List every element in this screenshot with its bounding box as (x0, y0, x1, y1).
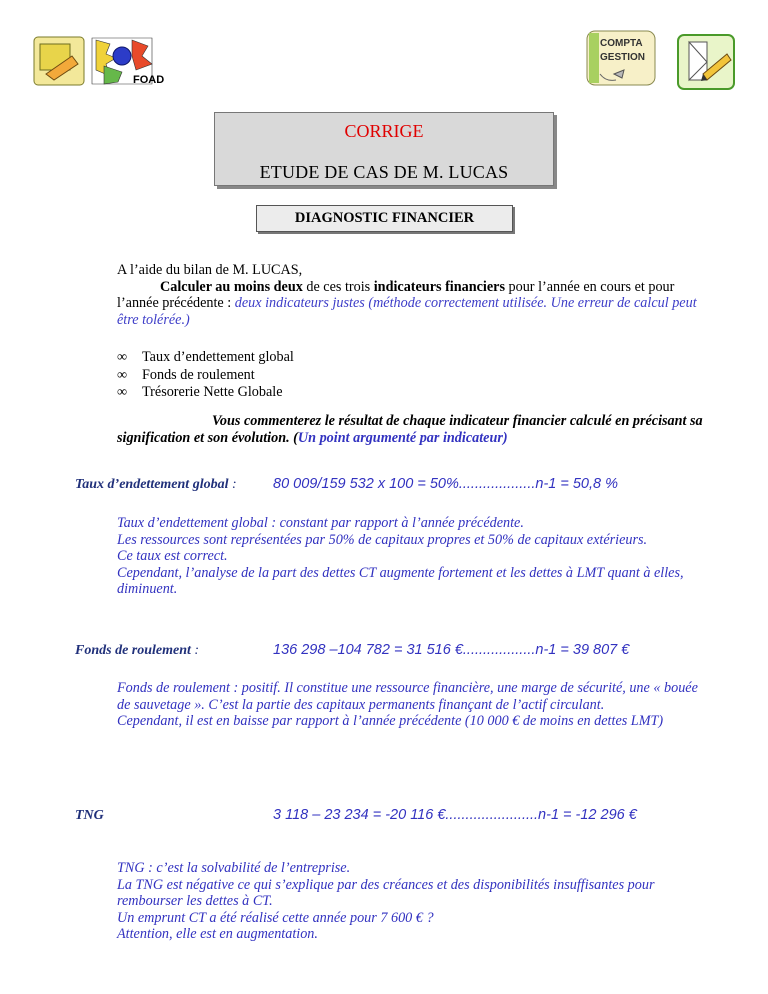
indicator-label-suffix: : (228, 477, 237, 492)
intro-paragraph (117, 262, 702, 328)
intro-line1: A l’aide du bilan de M. LUCAS, (117, 262, 303, 278)
intro-bold-1: Calculer au moins deux (160, 278, 303, 295)
comment-line: Un emprunt CT a été réalisé cette année pour 7 600 € ? (117, 909, 434, 926)
list-item (117, 349, 294, 367)
comment-instruction (117, 413, 707, 446)
subtitle-box: DIAGNOSTIC FINANCIER (256, 205, 513, 232)
comment-line: TNG : c’est la solvabilité de l’entreprise. (117, 860, 351, 876)
comment-instruction-blue: Un point argumenté par indicateur) (297, 429, 508, 446)
pencil-document-icon (677, 34, 735, 90)
intro-instruction (117, 279, 702, 329)
list-item (117, 384, 294, 402)
comment-line: La TNG est négative ce qui s’explique par des créances et des disponibilités insuffisantes pour rembourser les dettes à CT. (117, 876, 655, 909)
comment-line: Cependant, il est en baisse par rapport à l’année précédente (10 000 € de moins en dettes LMT) (117, 713, 664, 729)
infinity-bullet-icon: ∞ (117, 384, 128, 400)
compta-gestion-logo (586, 30, 658, 88)
indicator-label-text: TNG (75, 808, 104, 823)
comment-line: Les ressources sont représentées par 50% de capitaux propres et 50% de capitaux extérieurs. (117, 531, 648, 548)
indicator-label-endettement (75, 477, 237, 493)
foad-logo-text: FOAD (133, 74, 165, 86)
indicator-calc-fonds: 136 298 –104 782 = 31 516 €..................n-1 = 39 807 € (273, 642, 630, 658)
indicator-label-tng (75, 808, 104, 824)
comment-instruction-text: Vous commenterez le résultat de chaque indicateur financier calculé en précisant sa signification et son évolution. ( (117, 413, 703, 446)
intro-mid: de ces trois (302, 278, 374, 295)
comment-line: Fonds de roulement : positif. Il constitue une ressource financière, une marge de sécurité, une « bouée de sauvetage ». C’est la partie des capitaux permanents finançant de l’actif circulant. (117, 680, 698, 713)
infinity-bullet-icon: ∞ (117, 349, 128, 365)
indicator-label-suffix: : (190, 643, 200, 658)
comment-line: Cependant, l’analyse de la part des dettes CT augmente fortement et les dettes à LMT quant à elles, diminuent. (117, 564, 684, 597)
indicator-label-fonds (75, 643, 199, 659)
compta-logo-line1: COMPTA (600, 38, 643, 49)
indicator-calc-tng: 3 118 – 23 234 = -20 116 €.......................n-1 = -12 296 € (273, 807, 637, 823)
indicator-label-text: Taux d’endettement global (75, 477, 229, 492)
indicator-bullet-list (117, 349, 294, 402)
indicator-calc-endettement: 80 009/159 532 x 100 = 50%...................n-1 = 50,8 % (273, 476, 619, 492)
bullet-text: Fonds de roulement (142, 366, 255, 383)
compta-logo-line2: GESTION (600, 52, 646, 63)
indicator-comment-tng (117, 860, 707, 943)
list-item (117, 367, 294, 385)
comment-line: Taux d’endettement global : constant par rapport à l’année précédente. (117, 515, 524, 531)
title-box (214, 112, 554, 186)
comment-line: Ce taux est correct. (117, 548, 228, 564)
title-corrige: CORRIGE (344, 121, 424, 141)
indicator-label-text: Fonds de roulement (75, 643, 191, 658)
foad-logo (32, 34, 165, 90)
intro-rest: pour l’année en cours et pour l’année précédente : (117, 278, 675, 311)
comment-line: Attention, elle est en augmentation. (117, 926, 318, 942)
intro-blue-note: deux indicateurs justes (méthode correctement utilisée. Une erreur de calcul peut être tolérée.) (117, 295, 697, 328)
bullet-text: Trésorerie Nette Globale (142, 384, 283, 400)
intro-bold-2: indicateurs financiers (373, 278, 505, 295)
indicator-comment-endettement (117, 515, 707, 598)
infinity-bullet-icon: ∞ (117, 366, 128, 383)
indicator-comment-fonds (117, 680, 707, 730)
title-etude: ETUDE DE CAS DE M. LUCAS (259, 162, 509, 182)
bullet-text: Taux d’endettement global (142, 349, 294, 365)
